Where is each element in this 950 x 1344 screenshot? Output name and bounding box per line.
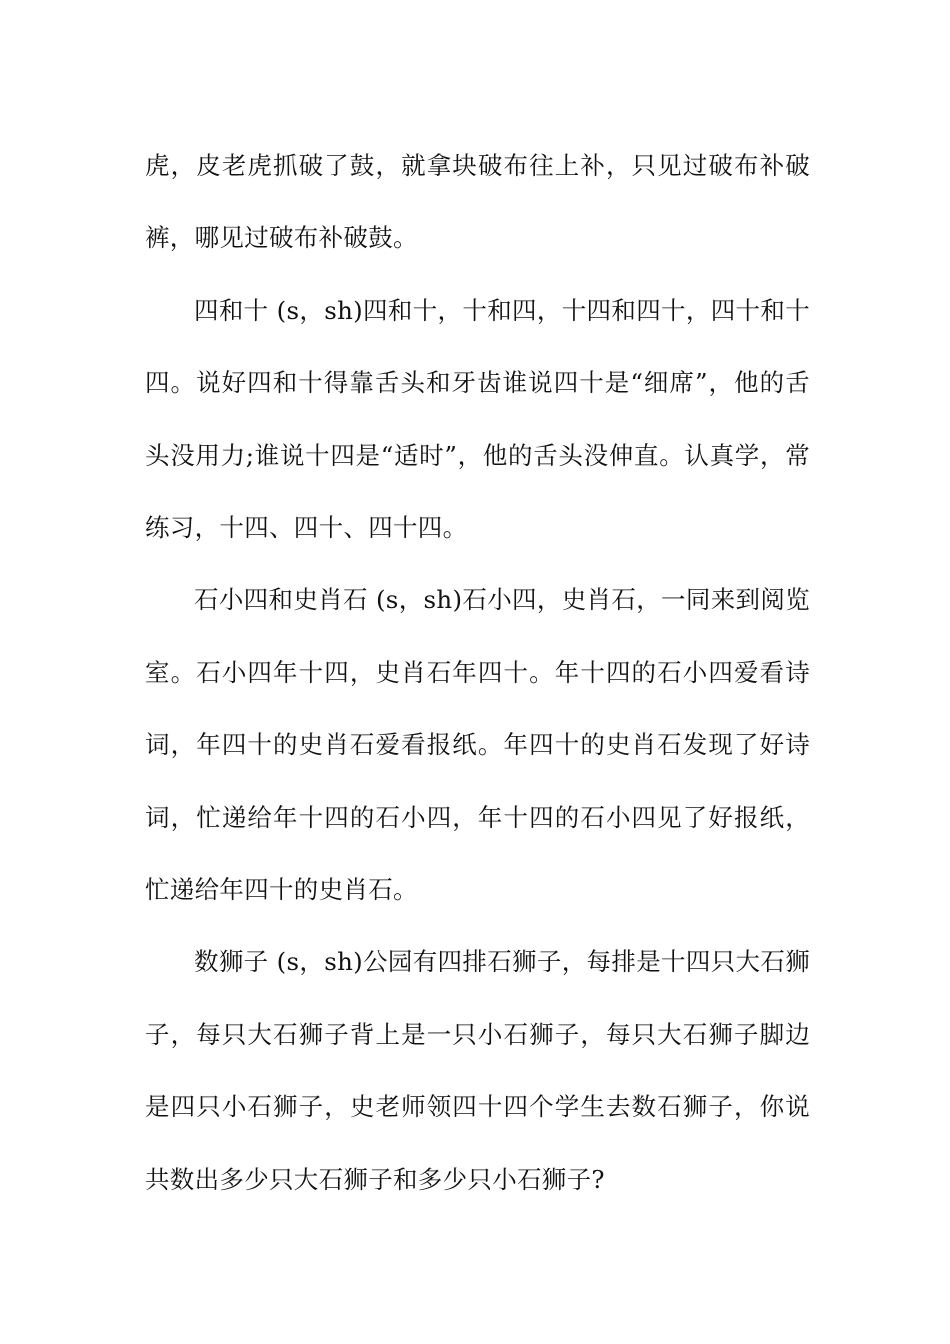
- paragraph-tiger-drum: 虎，皮老虎抓破了鼓，就拿块破布往上补，只见过破布补破裤，哪见过破布补破鼓。: [145, 151, 810, 253]
- paragraph-shi-xiaosi: 石小四和史肖石 (s，sh)石小四，史肖石，一同来到阅览室。石小四年十四，史肖石年四十。年十四的石小四爱看诗词，年四十的史肖石爱看报纸。年四十的史肖石发现了好诗词，忙递给年十四的石小四，年十四的石小四见了好报纸，忙递给年四十的史肖石。: [145, 585, 810, 905]
- paragraph-four-and-ten: 四和十 (s，sh)四和十，十和四，十四和四十，四十和十四。说好四和十得靠舌头和牙齿谁说四十是“细席”，他的舌头没用力;谁说十四是“适时”，他的舌头没伸直。认真学，常练习，十四、四十、四十四。: [145, 295, 810, 543]
- document-body: [145, 130, 810, 1216]
- paragraph-count-lions: 数狮子 (s，sh)公园有四排石狮子，每排是十四只大石狮子，每只大石狮子背上是一只小石狮子，每只大石狮子脚边是四只小石狮子，史老师领四十四个学生去数石狮子，你说共数出多少只大石狮子和多少只小石狮子?: [145, 947, 810, 1194]
